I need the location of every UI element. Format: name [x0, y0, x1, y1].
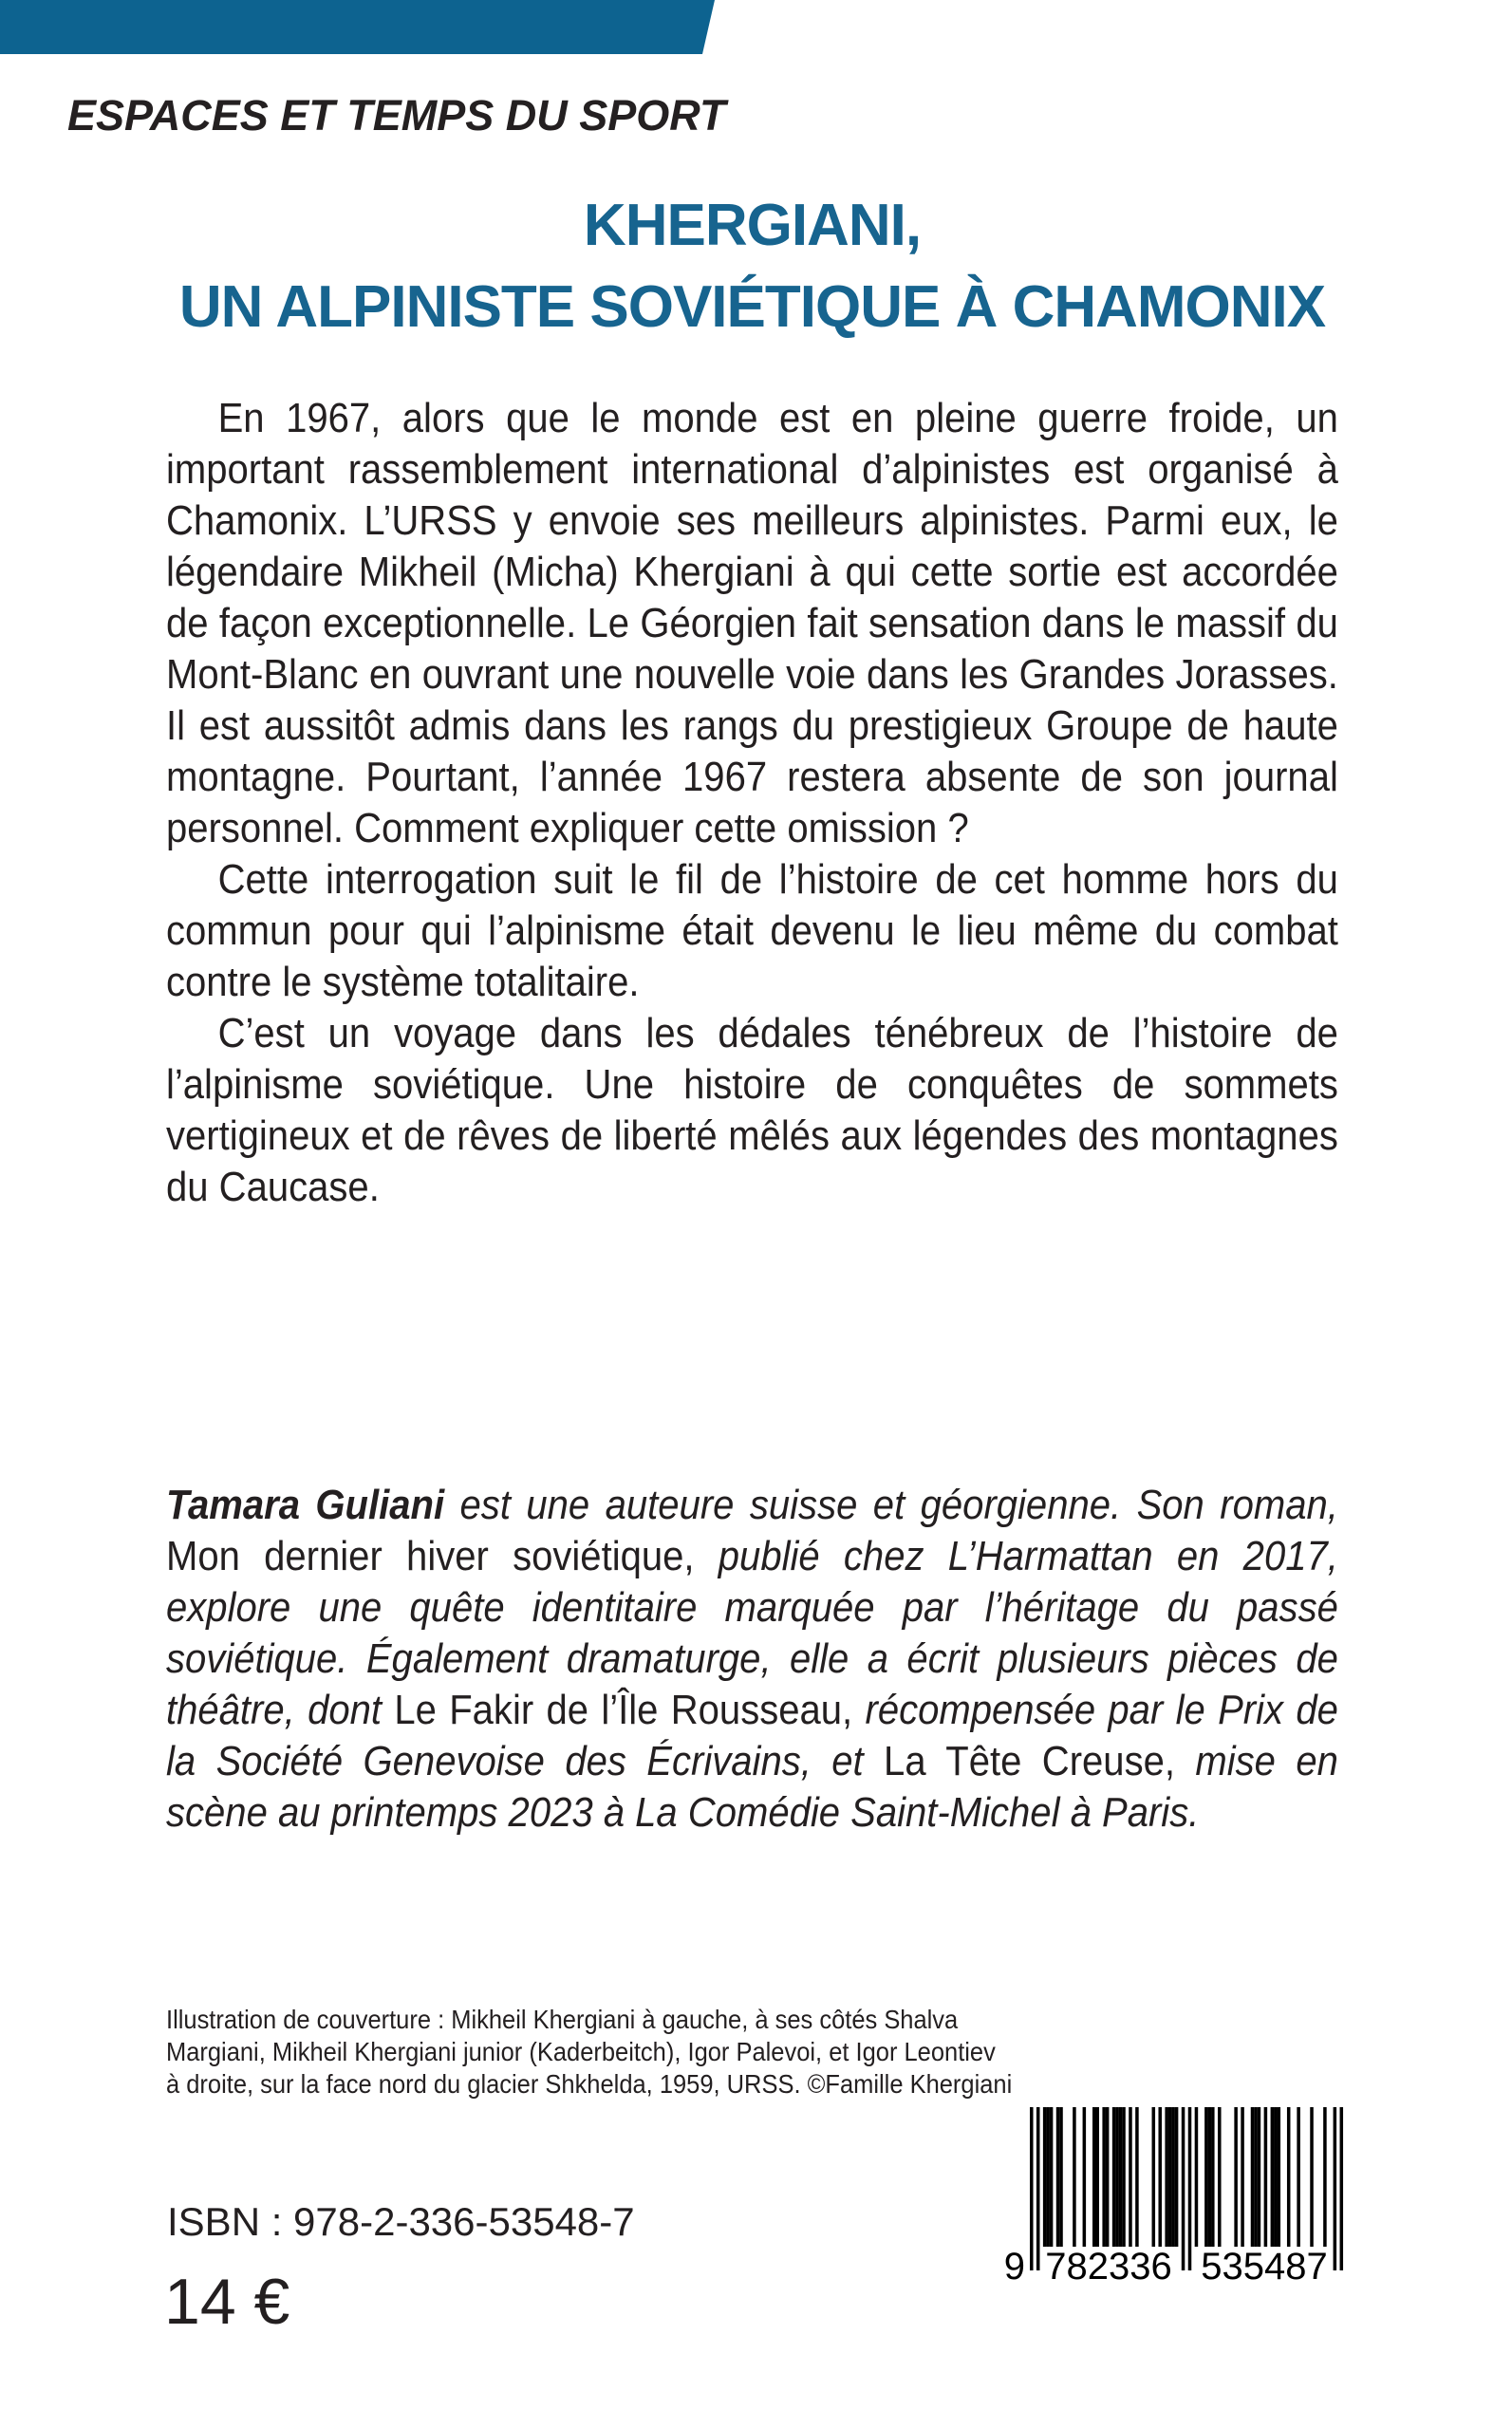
author-bio [166, 1480, 1338, 1839]
synopsis-paragraph-1: En 1967, alors que le monde est en pleine guerre froide, un important rassemblement international d’alpinistes est organisé à Chamonix. L’URSS y envoie ses meilleurs alpinistes. Parmi eux, le légendaire Mikheil (Micha) Khergiani à qui cette sortie est accordée de façon exceptionnelle. Le Géorgien fait sensation dans le massif du Mont-Blanc en ouvrant une nouvelle voie dans les Grandes Jorasses. Il est aussitôt admis dans les rangs du prestigieux Groupe de haute montagne. Pourtant, l’année 1967 restera absente de son journal personnel. Comment expliquer cette omission ? [166, 395, 1338, 851]
bio-segment: publié chez L’Harmattan en 2017, explore une quête identitaire marquée par l’héritage du passé soviétique. Également dramaturge, elle a écrit plusieurs pièces de théâtre, dont [166, 1533, 1338, 1733]
barcode-digit-prefix: 9 [1003, 2246, 1025, 2288]
cover-illustration-credit: Illustration de couverture : Mikheil Khergiani à gauche, à ses côtés Shalva Margiani, Mikheil Khergiani junior (Kaderbeitch), Igor Palevoi, et Igor Leontiev à droite, sur la face nord du glacier Shkhelda, 1959, URSS. ©Famille Khergiani [166, 2005, 1013, 2099]
collection-title: ESPACES ET TEMPS DU SPORT [67, 91, 726, 140]
synopsis-paragraph-2: Cette interrogation suit le fil de l’histoire de cet homme hors du commun pour qui l’alpinisme était devenu le lieu même du combat contre le système totalitaire. [166, 856, 1338, 1005]
barcode-digits-left: 782336 [1045, 2246, 1172, 2288]
bio-segment: Tamara Guliani [166, 1482, 445, 1528]
barcode-digits-right: 535487 [1201, 2246, 1328, 2288]
price-label: 14 € [164, 2266, 290, 2338]
barcode [987, 2107, 1367, 2288]
bio-segment: mise en scène au printemps 2023 à La Comédie Saint-Michel à Paris. [166, 1738, 1338, 1836]
top-accent-band [0, 0, 715, 54]
bio-segment: récompensée par le Prix de la Société Genevoise des Écrivains, et [166, 1687, 1338, 1784]
bio-segment: Mon dernier hiver soviétique, [166, 1533, 695, 1579]
synopsis-paragraph-3: C’est un voyage dans les dédales ténébreux de l’histoire de l’alpinisme soviétique. Une histoire de conquêtes de sommets vertigineux et de rêves de liberté mêlés aux légendes des montagnes du Caucase. [166, 1010, 1338, 1210]
isbn-label: ISBN : 978-2-336-53548-7 [167, 2199, 635, 2244]
bio-segment: est une auteure suisse et géorgienne. Son roman, [444, 1482, 1338, 1528]
book-title-line1: KHERGIANI, [583, 193, 922, 258]
synopsis [166, 393, 1338, 1213]
bio-segment: La Tête Creuse, [884, 1738, 1175, 1784]
bio-segment: Le Fakir de l’Île Rousseau, [394, 1687, 853, 1733]
book-title-line2: UN ALPINISTE SOVIÉTIQUE À CHAMONIX [178, 274, 1326, 340]
